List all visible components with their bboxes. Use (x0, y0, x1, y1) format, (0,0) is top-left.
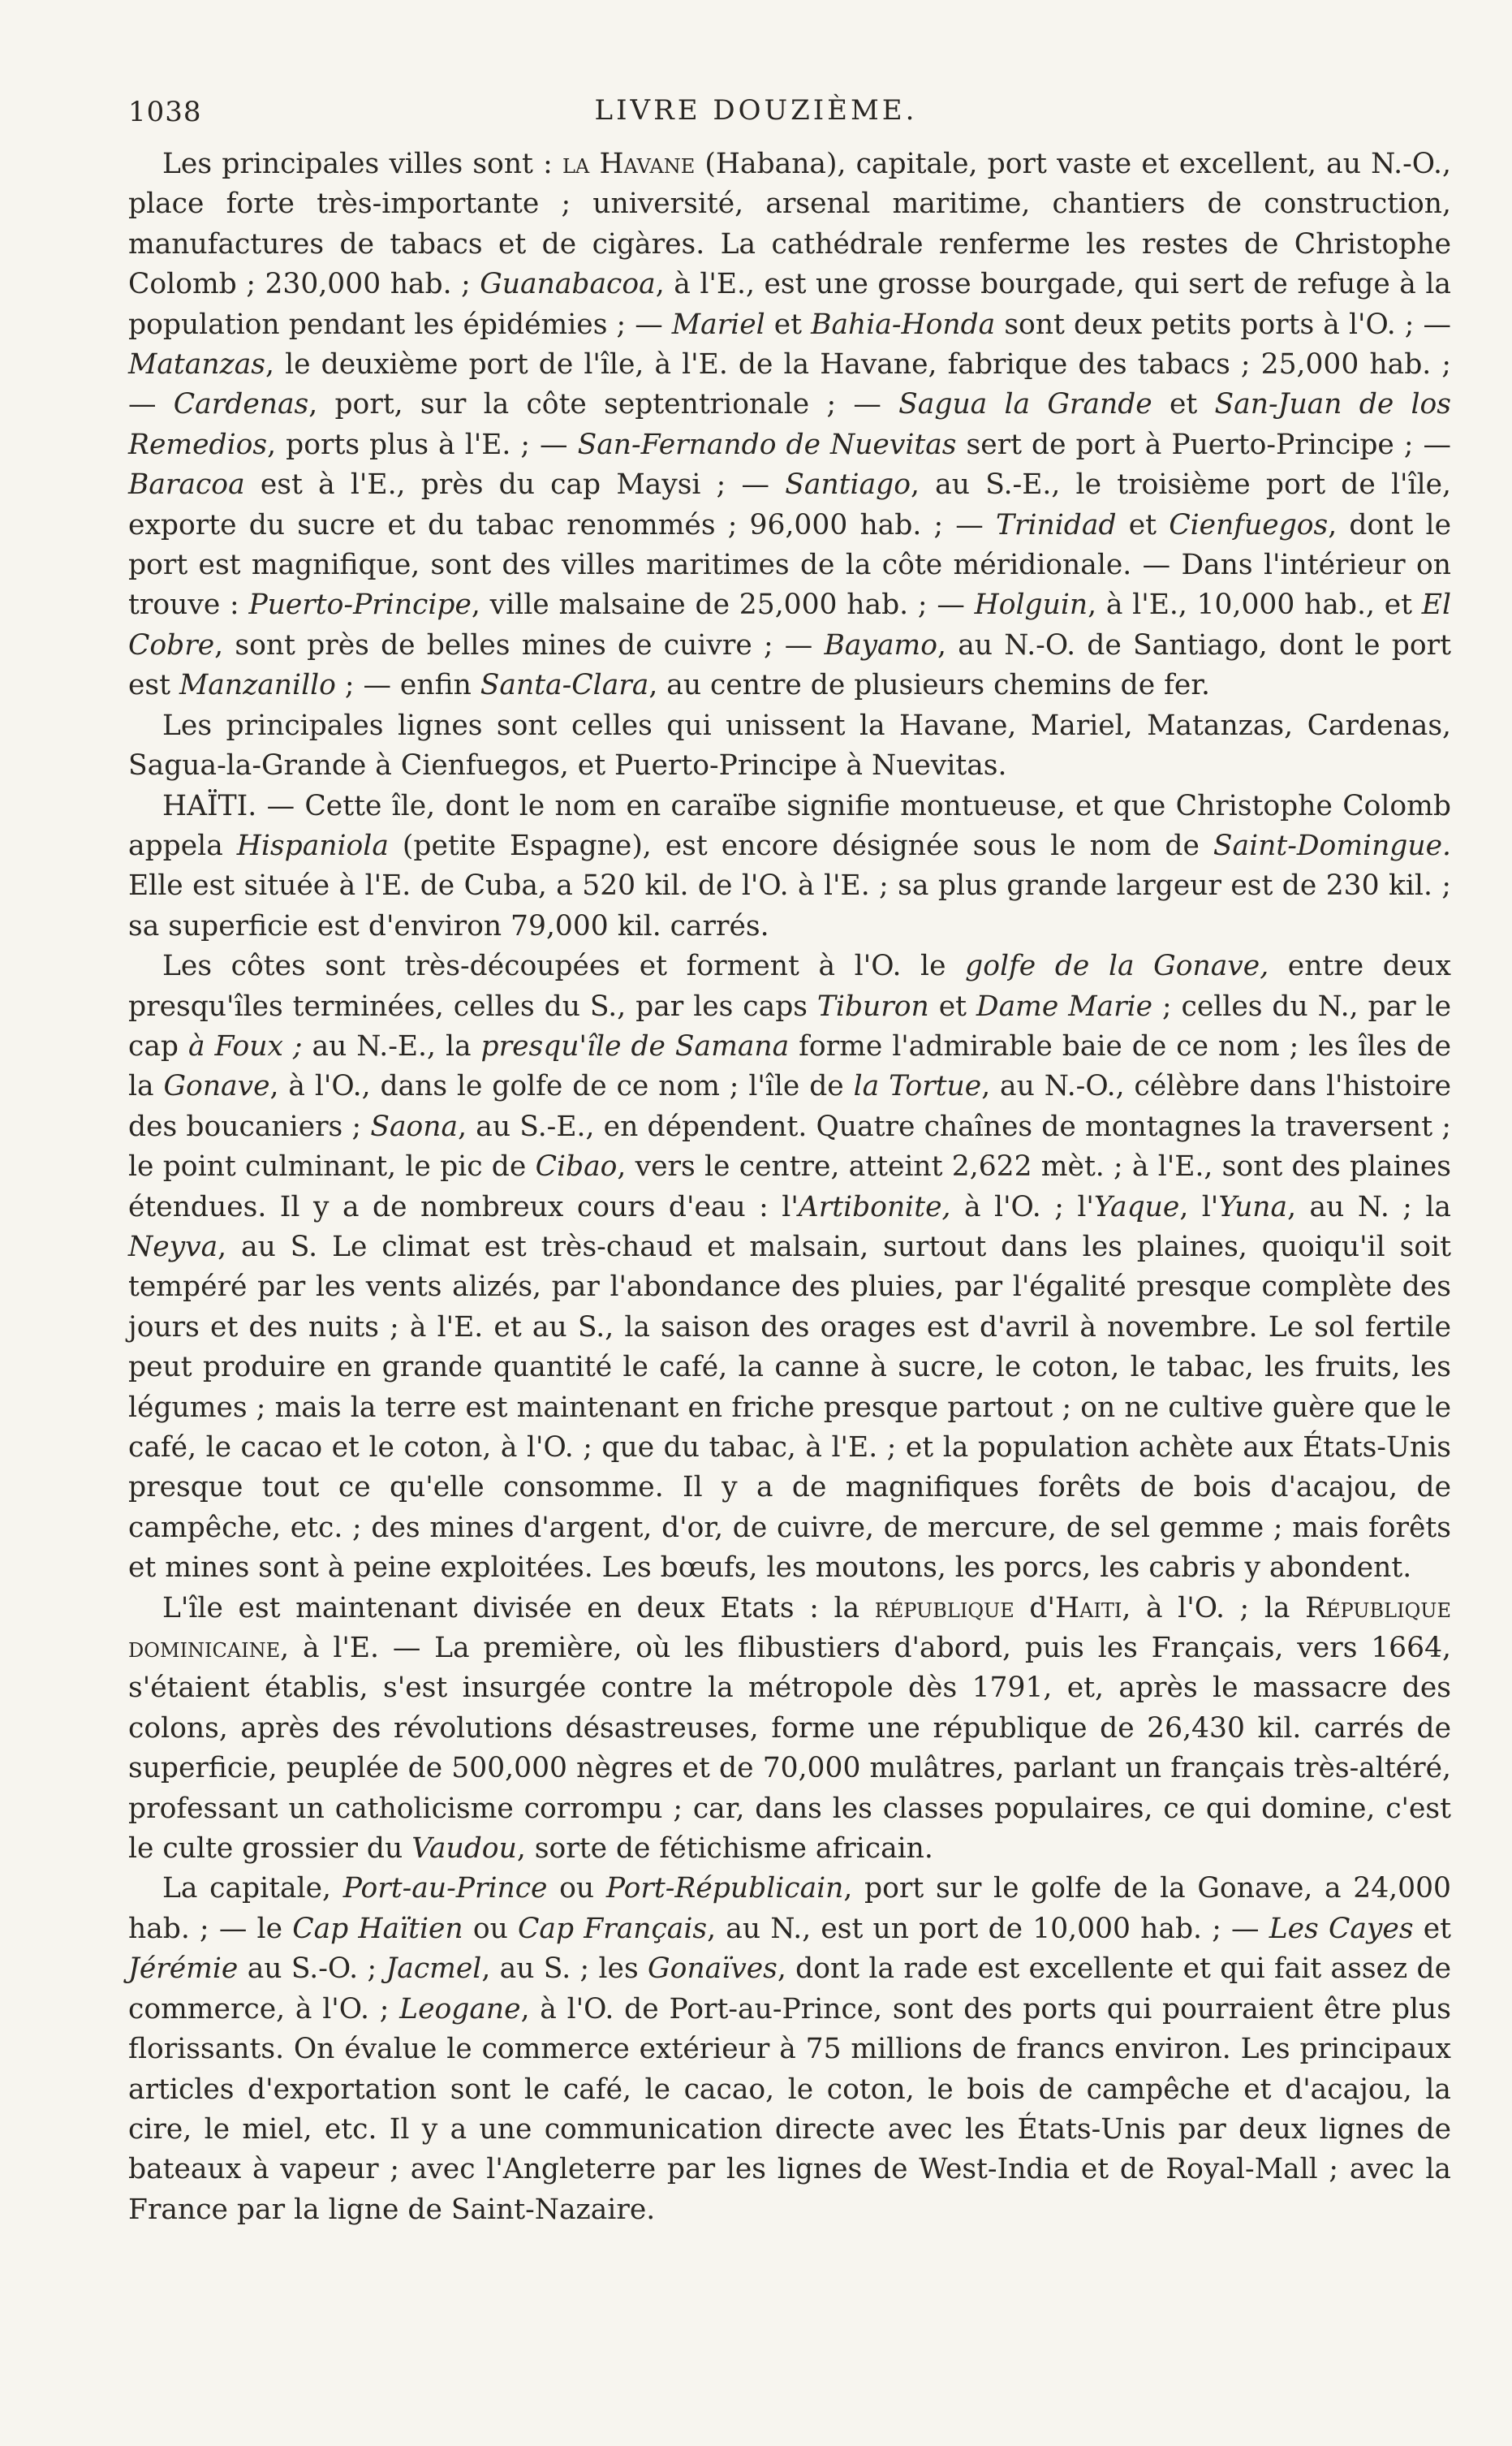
paragraph-cuba-railways: Les principales lignes sont celles qui unissent la Havane, Mariel, Matanzas, Cardenas, Sagua-la-Grande à Cienfuegos, et Puerto-Principe à Nuevitas. (128, 709, 1451, 783)
page-number: 1038 (128, 96, 202, 128)
paragraph-haiti-intro: HAÏTI. — Cette île, dont le nom en caraïbe signifie montueuse, et que Christophe Colomb appela Hispaniola (petite Espagne), est encore désignée sous le nom de Saint-Domingue. Elle est située à l'E. de Cuba, a 520 kil. de l'O. à l'E. ; sa plus grande largeur est de 230 kil. ; sa superficie est d'environ 79,000 kil. carrés. (128, 789, 1451, 943)
paragraph-haiti-states: L'île est maintenant divisée en deux Etats : la république d'Haiti, à l'O. ; la République dominicaine, à l'E. — La première, où les flibustiers d'abord, puis les Français, vers 1664, s'étaient établis, s'est insurgée contre la métropole dès 1791, et, après le massacre des colons, après des révolutions désastreuses, forme une république de 26,430 kil. carrés de superficie, peuplée de 500,000 nègres et de 70,000 mulâtres, parlant un français très-altéré, professant un catholicisme corrompu ; car, dans les classes populaires, ce qui domine, c'est le culte grossier du Vaudou, sorte de fétichisme africain. (128, 1591, 1451, 1866)
paragraph-haiti-geography: Les côtes sont très-découpées et forment à l'O. le golfe de la Gonave, entre deux presqu'îles terminées, celles du S., par les caps Tiburon et Dame Marie ; celles du N., par le cap à Foux ; au N.-E., la presqu'île de Samana forme l'admirable baie de ce nom ; les îles de la Gonave, à l'O., dans le golfe de ce nom ; l'île de la Tortue, au N.-O., célèbre dans l'histoire des boucaniers ; Saona, au S.-E., en dépendent. Quatre chaînes de montagnes la traversent ; le point culminant, le pic de Cibao, vers le centre, atteint 2,622 mèt. ; à l'E., sont des plaines étendues. Il y a de nombreux cours d'eau : l'Artibonite, à l'O. ; l'Yaque, l'Yuna, au N. ; la Neyva, au S. Le climat est très-chaud et malsain, surtout dans les plaines, quoiqu'il soit tempéré par les vents alizés, par l'abondance des pluies, par l'égalité presque complète des jours et des nuits ; à l'E. et au S., la saison des orages est d'avril à novembre. Le sol fertile peut produire en grande quantité le café, la canne à sucre, le coton, le tabac, les fruits, les légumes ; mais la terre est maintenant en friche presque partout ; on ne cultive guère que le café, le cacao et le coton, à l'O. ; que du tabac, à l'E. ; et la population achète aux États-Unis presque tout ce qu'elle consomme. Il y a de magnifiques forêts de bois d'acajou, de campêche, etc. ; des mines d'argent, d'or, de cuivre, de mercure, de sel gemme ; mais forêts et mines sont à peine exploitées. Les bœufs, les moutons, les porcs, les cabris y abondent. (128, 950, 1452, 1585)
paragraph-cuba-cities: Les principales villes sont : la Havane (Habana), capitale, port vaste et excellent, au N.-O., place forte très-importante ; université, arsenal maritime, chantiers de construction, manufactures de tabacs et de cigàres. La cathédrale renferme les restes de Christophe Colomb ; 230,000 hab. ; Guanabacoa, à l'E., est une grosse bourgade, qui sert de refuge à la population pendant les épidémies ; — Mariel et Bahia-Honda sont deux petits ports à l'O. ; — Matanzas, le deuxième port de l'île, à l'E. de la Havane, fabrique des tabacs ; 25,000 hab. ; — Cardenas, port, sur la côte septentrionale ; — Sagua la Grande et San-Juan de los Remedios, ports plus à l'E. ; — San-Fernando de Nuevitas sert de port à Puerto-Principe ; — Baracoa est à l'E., près du cap Maysi ; — Santiago, au S.-E., le troisième port de l'île, exporte du sucre et du tabac renommés ; 96,000 hab. ; — Trinidad et Cienfuegos, dont le port est magnifique, sont des villes maritimes de la côte méridionale. — Dans l'intérieur on trouve : Puerto-Principe, ville malsaine de 25,000 hab. ; — Holguin, à l'E., 10,000 hab., et El Cobre, sont près de belles mines de cuivre ; — Bayamo, au N.-O. de Santiago, dont le port est Manzanillo ; — enfin Santa-Clara, au centre de plusieurs chemins de fer. (128, 148, 1452, 702)
paragraph-haiti-capital: La capitale, Port-au-Prince ou Port-Républicain, port sur le golfe de la Gonave, a 24,000 hab. ; — le Cap Haïtien ou Cap Français, au N., est un port de 10,000 hab. ; — Les Cayes et Jérémie au S.-O. ; Jacmel, au S. ; les Gonaïves, dont la rade est excellente et qui fait assez de commerce, à l'O. ; Leogane, à l'O. de Port-au-Prince, sont des ports qui pourraient être plus florissants. On évalue le commerce extérieur à 75 millions de francs environ. Les principaux articles d'exportation sont le café, le cacao, le coton, le bois de campêche et d'acajou, la cire, le miel, etc. Il y a une communication directe avec les États-Unis par deux lignes de bateaux à vapeur ; avec l'Angleterre par les lignes de West-India et de Royal-Mall ; avec la France par la ligne de Saint-Nazaire. (128, 1872, 1452, 2226)
running-title: LIVRE DOUZIÈME. (594, 94, 918, 127)
page-body (128, 145, 1451, 2230)
